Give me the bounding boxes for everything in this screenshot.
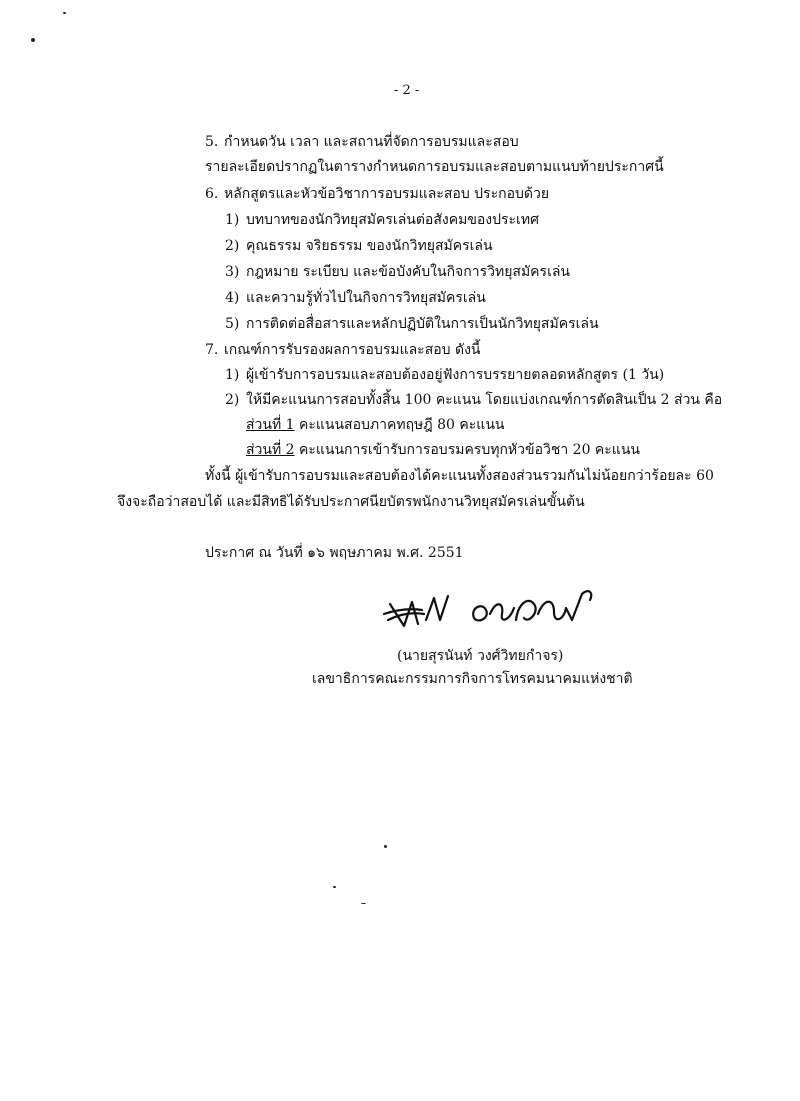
scan-speck xyxy=(333,886,336,888)
scan-speck xyxy=(361,903,366,904)
item-7-text: เกณฑ์การรับรองผลการอบรมและสอบ ดังนี้ xyxy=(224,342,481,358)
item-5-number: 5. xyxy=(205,134,219,150)
subitem-text: บทบาทของนักวิทยุสมัครเล่นต่อสังคมของประเทศ xyxy=(246,212,539,228)
subitem-text: คุณธรรม จริยธรรม ของนักวิทยุสมัครเล่น xyxy=(246,238,493,254)
subitem-text: ให้มีคะแนนการสอบทั้งสิ้น 100 คะแนน โดยแบ่งเกณฑ์การตัดสินเป็น 2 ส่วน คือ xyxy=(246,392,723,408)
part-2-label: ส่วนที่ 2 xyxy=(246,442,295,458)
page-number: - 2 - xyxy=(394,83,420,98)
scan-speck xyxy=(31,38,35,42)
part-1-line xyxy=(246,416,504,434)
subitem-text: ผู้เข้ารับการอบรมและสอบต้องอยู่ฟังการบรรยายตลอดหลักสูตร (1 วัน) xyxy=(246,367,665,383)
item-6-number: 6. xyxy=(205,186,219,202)
subitem-number: 2) xyxy=(225,238,240,254)
part-2-text: คะแนนการเข้ารับการอบรมครบทุกหัวข้อวิชา 20 คะแนน xyxy=(294,442,640,458)
signer-title: เลขาธิการคณะกรรมการกิจการโทรคมนาคมแห่งชาติ xyxy=(312,671,633,687)
part-1-label: ส่วนที่ 1 xyxy=(246,417,295,433)
subitem-number: 1) xyxy=(225,212,240,228)
subitem-number: 3) xyxy=(225,264,240,280)
subitem-text: และความรู้ทั่วไปในกิจการวิทยุสมัครเล่น xyxy=(246,290,486,306)
item-5-detail: รายละเอียดปรากฏในตารางกำหนดการอบรมและสอบตามแนบท้ายประกาศนี้ xyxy=(205,159,664,175)
subitem-number: 4) xyxy=(225,290,240,306)
announcement-date: ประกาศ ณ วันที่ ๑๖ พฤษภาคม พ.ศ. 2551 xyxy=(205,545,464,561)
subitem-text: กฎหมาย ระเบียบ และข้อบังคับในกิจการวิทยุสมัครเล่น xyxy=(246,264,571,280)
signer-name: (นายสุรนันท์ วงศ์วิทยกำจร) xyxy=(397,648,564,664)
subitem-text: การติดต่อสื่อสารและหลักปฏิบัติในการเป็นนักวิทยุสมัครเล่น xyxy=(246,316,599,332)
scan-speck xyxy=(384,845,387,848)
handwritten-signature xyxy=(378,580,608,638)
part-2-line xyxy=(246,441,640,459)
item-6-text: หลักสูตรและหัวข้อวิชาการอบรมและสอบ ประกอบด้วย xyxy=(224,186,550,202)
subitem-number: 1) xyxy=(225,367,240,383)
subitem-number: 5) xyxy=(225,316,240,332)
item-7-number: 7. xyxy=(205,342,219,358)
item-5-text: กำหนดวัน เวลา และสถานที่จัดการอบรมและสอบ xyxy=(224,134,519,150)
part-1-text: คะแนนสอบภาคทฤษฎี 80 คะแนน xyxy=(294,417,505,433)
closing-line-2: จึงจะถือว่าสอบได้ และมีสิทธิได้รับประกาศนียบัตรพนักงานวิทยุสมัครเล่นขั้นต้น xyxy=(117,494,585,510)
subitem-number: 2) xyxy=(225,392,240,408)
closing-line-1: ทั้งนี้ ผู้เข้ารับการอบรมและสอบต้องได้คะแนนทั้งสองส่วนรวมกันไม่น้อยกว่าร้อยละ 60 xyxy=(205,468,714,484)
scan-speck xyxy=(63,12,66,14)
